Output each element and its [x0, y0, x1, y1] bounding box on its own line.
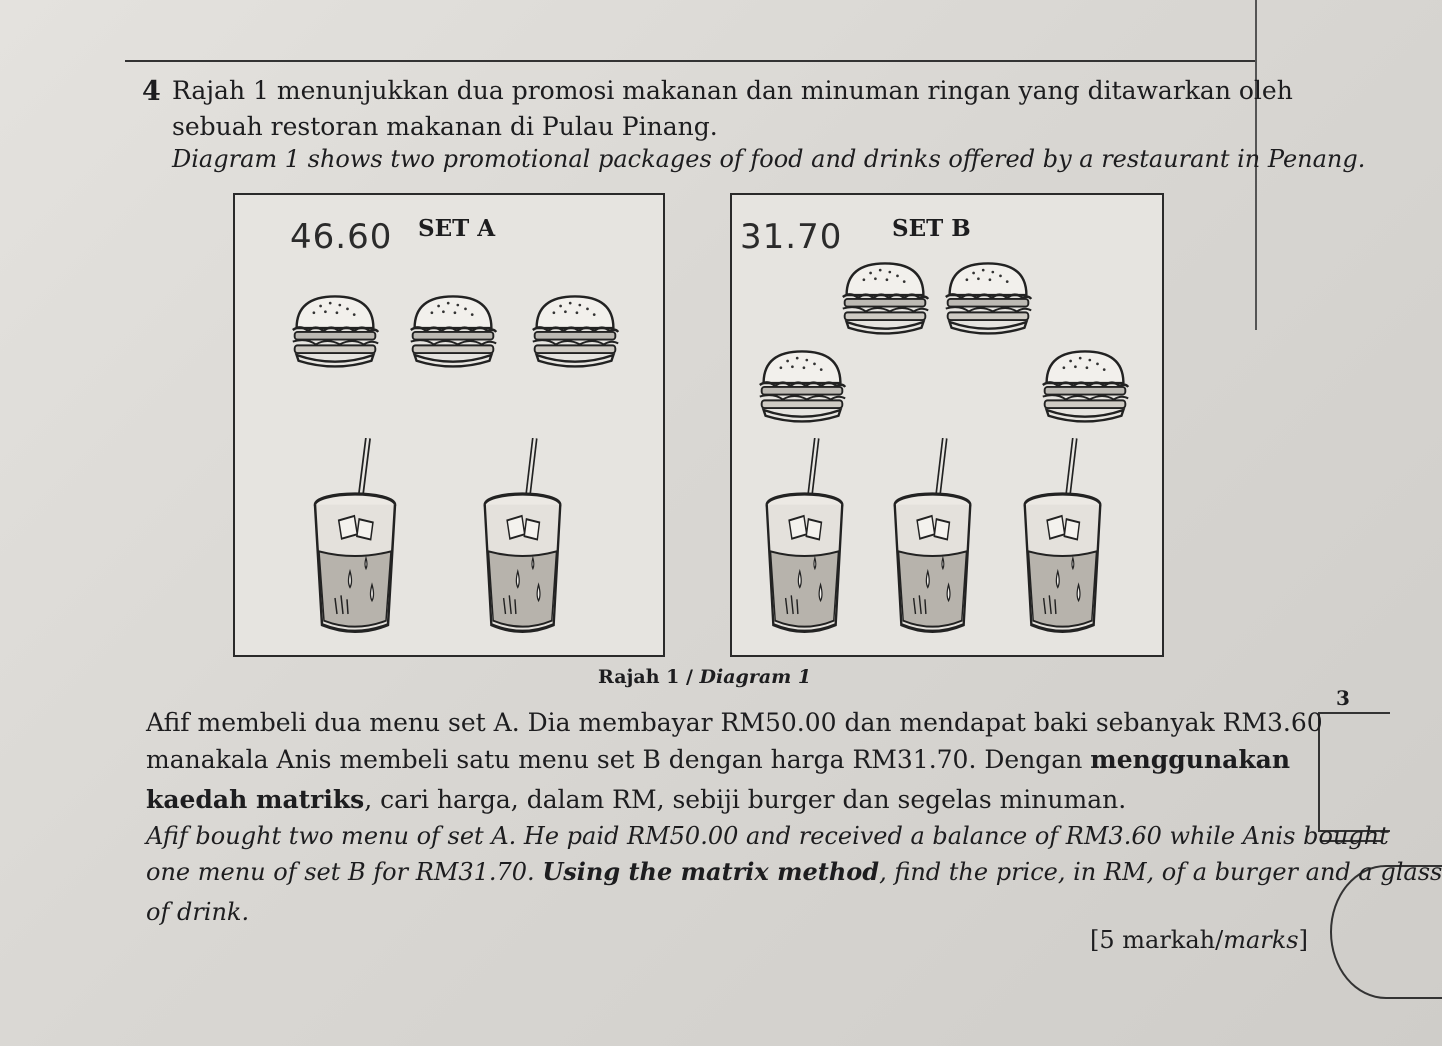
drink-icon: [762, 438, 847, 638]
burger-icon: [837, 257, 933, 337]
question-english: Diagram 1 shows two promotional packages of food and drinks offered by a restaurant in Penang.: [172, 145, 1366, 173]
burger-icon: [405, 290, 501, 370]
marks-label: [5 markah/marks]: [1090, 926, 1308, 954]
problem-malay-line3: kaedah matriks, cari harga, dalam RM, sebiji burger dan segelas minuman.: [146, 785, 1127, 814]
caption-english: Diagram 1: [699, 666, 812, 688]
marks-total: 3: [1336, 686, 1350, 710]
set-b-handwritten-total: 31.70: [740, 217, 843, 257]
marks-box: [1318, 712, 1390, 832]
set-b-panel: [730, 193, 1164, 657]
burger-icon: [1037, 345, 1133, 425]
problem-english-line2: one menu of set B for RM31.70. Using the matrix method, find the price, in RM, of a burger and a glass: [146, 857, 1442, 886]
burger-icon: [287, 290, 383, 370]
diagram-caption: [598, 666, 811, 688]
problem-english-line1: Afif bought two menu of set A. He paid RM50.00 and received a balance of RM3.60 while Anis bought: [146, 822, 1389, 850]
drink-icon: [890, 438, 975, 638]
question-number: 4: [142, 76, 161, 107]
problem-english-line3: of drink.: [146, 898, 250, 926]
question-malay-line1: Rajah 1 menunjukkan dua promosi makanan dan minuman ringan yang ditawarkan oleh: [172, 76, 1293, 105]
set-a-label: SET A: [418, 215, 496, 242]
set-b-label: SET B: [892, 215, 971, 242]
drink-icon: [310, 438, 400, 638]
top-rule: [125, 60, 1255, 62]
burger-icon: [754, 345, 850, 425]
question-malay-line2: sebuah restoran makanan di Pulau Pinang.: [172, 112, 718, 141]
set-a-handwritten-total: 46.60: [290, 217, 393, 257]
problem-malay-line2: manakala Anis membeli satu menu set B dengan harga RM31.70. Dengan menggunakan: [146, 745, 1291, 774]
burger-icon: [940, 257, 1036, 337]
drink-icon: [1020, 438, 1105, 638]
burger-icon: [527, 290, 623, 370]
problem-malay-line1: Afif membeli dua menu set A. Dia membayar RM50.00 dan mendapat baki sebanyak RM3.60: [146, 708, 1323, 737]
set-a-panel: [233, 193, 665, 657]
caption-malay: Rajah 1 /: [598, 666, 700, 688]
drink-icon: [480, 438, 565, 638]
